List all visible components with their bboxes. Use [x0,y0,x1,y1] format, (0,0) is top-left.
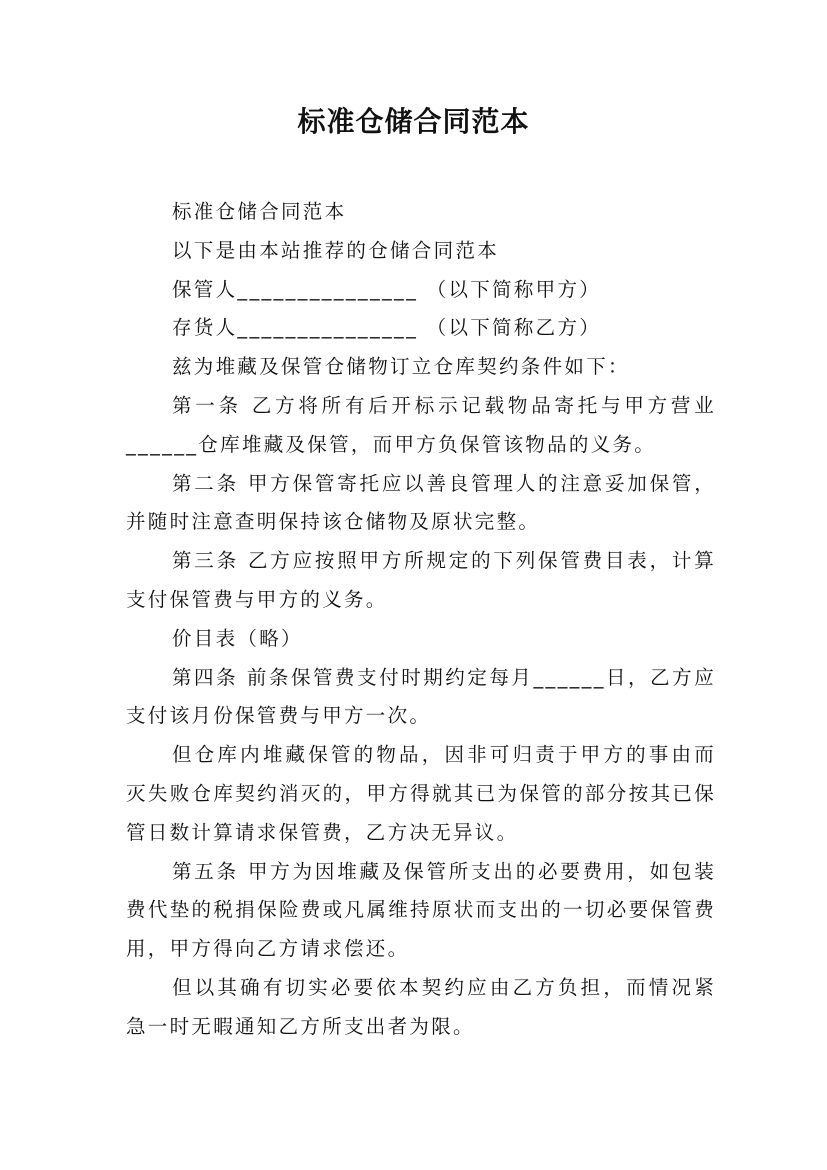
paragraph-price-list: 价目表（略） [172,626,303,650]
paragraph-preamble: 兹为堆藏及保管仓储物订立仓库契约条件如下： [172,355,630,379]
paragraph-custodian: 保管人_______________ （以下简称甲方） [172,277,602,301]
paragraph-heading: 标准仓储合同范本 [172,200,347,223]
paragraph-article-2: 第二条 甲方保管寄托应以善良管理人的注意妥加保管，并随时注意查明保持该仓储物及原状完整。 [126,471,716,534]
paragraph-article-5: 第五条 甲方为因堆藏及保管所支出的必要费用，如包装费代垫的税捐保险费或凡属维持原状而支出的一切必要保管费用，甲方得向乙方请求偿还。 [126,859,716,961]
paragraph-depositor: 存货人_______________ （以下简称乙方） [172,316,602,340]
document-body [126,193,716,1047]
paragraph-article-5-proviso: 但以其确有切实必要依本契约应由乙方负担，而情况紧急一时无暇通知乙方所支出者为限。 [126,975,716,1038]
paragraph-intro: 以下是由本站推荐的仓储合同范本 [172,238,500,262]
paragraph-article-4-proviso: 但仓库内堆藏保管的物品，因非可归责于甲方的事由而灭失败仓库契约消灭的，甲方得就其已为保管的部分按其已保管日数计算请求保管费，乙方决无异议。 [126,743,716,844]
document-title: 标准仓储合同范本 [297,105,530,138]
paragraph-article-3: 第三条 乙方应按照甲方所规定的下列保管费目表，计算支付保管费与甲方的义务。 [126,549,716,611]
paragraph-article-1: 第一条 乙方将所有后开标示记载物品寄托与甲方营业______仓库堆藏及保管，而甲方负保管该物品的义务。 [126,393,716,456]
paragraph-article-4: 第四条 前条保管费支付时期约定每月______日，乙方应支付该月份保管费与甲方一次。 [126,665,716,728]
